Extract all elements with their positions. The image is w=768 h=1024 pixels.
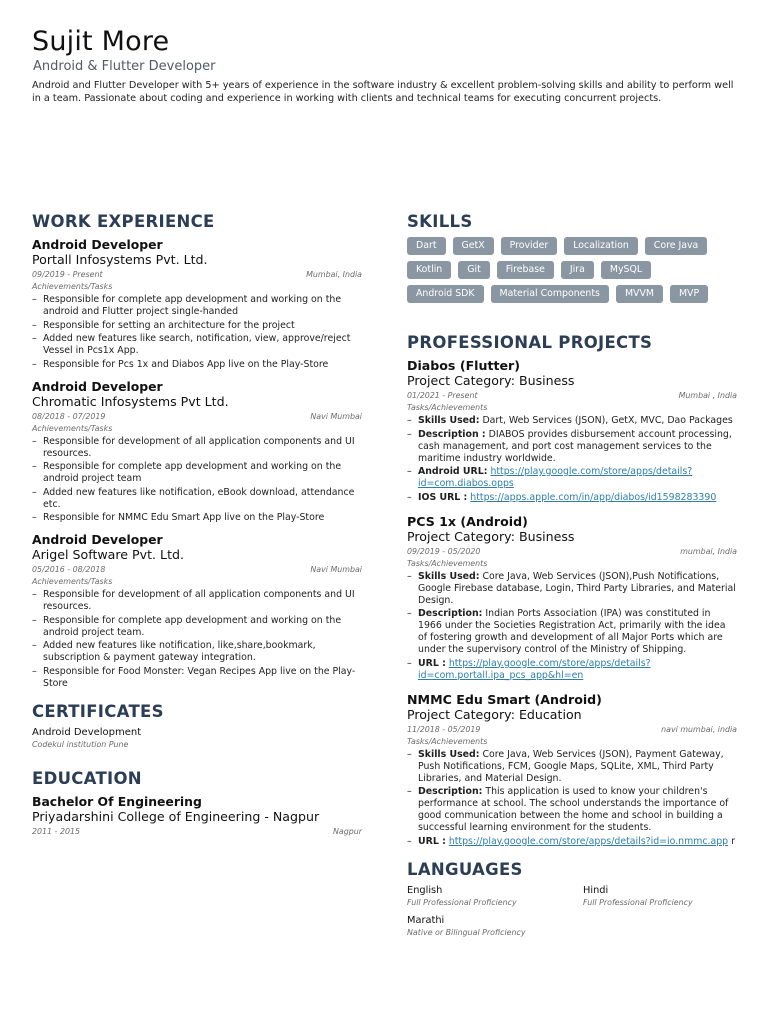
bullet-dash: – (407, 748, 412, 760)
bullet-dash: – (407, 491, 412, 503)
project-task-key: IOS URL : (418, 491, 468, 503)
summary-text: Android and Flutter Developer with 5+ years of experience in the software industry & excellent problem-solving skills and ability to perform well in a team. Passionate about coding and experience in working with clients and technical teams for executing concurrent projects. (32, 80, 734, 104)
bullet-dash: – (407, 570, 412, 582)
project-item (407, 514, 737, 682)
skills-heading: SKILLS (407, 212, 473, 231)
project-category: Project Category: Education (407, 706, 582, 722)
bullet-dash: – (32, 435, 37, 447)
project-list (407, 358, 737, 848)
project-task (407, 429, 737, 465)
job-company: Arigel Software Pvt. Ltd. (32, 547, 184, 562)
bullet-dash: – (407, 657, 412, 669)
job-task-text: Responsible for Food Monster: Vegan Recipes App live on the Play-Store (43, 665, 356, 689)
project-task-list (407, 415, 737, 504)
project-item (407, 358, 737, 504)
job-achievements-label: Achievements/Tasks (32, 577, 113, 586)
project-name: NMMC Edu Smart (Android) (407, 691, 602, 707)
job-task-text: Responsible for complete app development and working on the android project team (43, 461, 342, 484)
skill-chip: MySQL (601, 261, 651, 279)
certificate-issuer: Codekul institution Pune (32, 739, 129, 749)
job-task-text: Responsible for Pcs 1x and Diabos App live on the Play-Store (43, 358, 329, 370)
job-task-text: Responsible for setting an architecture for the project (43, 319, 295, 331)
job-meta (32, 269, 362, 281)
project-task (407, 492, 737, 504)
bullet-dash: – (32, 486, 37, 498)
job-task (32, 320, 362, 332)
skill-chip: Firebase (497, 261, 554, 279)
bullet-dash: – (407, 835, 412, 847)
languages-heading: LANGUAGES (407, 859, 523, 879)
job-dates: 09/2019 - Present (32, 270, 103, 279)
job-task (32, 333, 362, 357)
job-location: Navi Mumbai (310, 411, 362, 421)
project-location: mumbai, India (680, 546, 737, 556)
right-column (407, 212, 737, 939)
skill-chip: Localization (564, 237, 638, 255)
job-task (32, 512, 362, 524)
project-url-link[interactable]: https://play.google.com/store/apps/details?id=io.nmmc.app (448, 835, 729, 847)
education-heading: EDUCATION (32, 768, 142, 788)
project-item (407, 692, 737, 848)
job-location: Mumbai, India (306, 270, 362, 279)
project-dates: 01/2021 - Present (407, 391, 478, 400)
project-task-key: Android URL: (418, 466, 488, 477)
certificates-heading: CERTIFICATES (32, 701, 164, 721)
project-task (407, 608, 737, 656)
job-achievements-label: Achievements/Tasks (32, 423, 113, 433)
project-task-key: Description : (418, 428, 486, 440)
skill-chip: Jira (561, 261, 594, 279)
bullet-dash: – (32, 589, 37, 600)
language-name: Marathi (407, 914, 445, 926)
bullet-dash: – (407, 608, 412, 619)
job-meta (32, 411, 362, 423)
project-url-link[interactable]: https://play.google.com/store/apps/details?id=com.portall.ipa_pcs_app&hl=en (418, 657, 651, 681)
project-meta (407, 724, 737, 736)
project-task-list (407, 571, 737, 682)
certificate-item (32, 727, 362, 751)
job-dates: 05/2016 - 08/2018 (32, 565, 106, 574)
project-dates: 11/2018 - 05/2019 (407, 724, 481, 734)
project-task (407, 749, 737, 785)
bullet-dash: – (32, 512, 37, 523)
education-location: Nagpur (332, 826, 362, 836)
project-name: PCS 1x (Android) (407, 513, 528, 529)
job-dates: 08/2018 - 07/2019 (32, 411, 106, 421)
project-task (407, 658, 737, 682)
job-task-text: Responsible for complete app development and working on the android project team. (43, 614, 342, 638)
language-name: English (407, 884, 443, 896)
bullet-dash: – (32, 358, 37, 370)
bullet-dash: – (32, 294, 37, 305)
job-task (32, 666, 362, 690)
education-degree: Bachelor Of Engineering (32, 793, 202, 809)
bullet-dash: – (32, 640, 37, 651)
project-task (407, 466, 737, 490)
education-school: Priyadarshini College of Engineering - Nagpur (32, 808, 320, 824)
project-url-link[interactable]: https://play.google.com/store/apps/details?id=com.diabos.opps (418, 466, 693, 489)
job-task-text: Added new features like notification, like,share,bookmark, subscription & payment gateway integration. (43, 640, 316, 663)
bullet-dash: – (407, 428, 412, 440)
skill-chip: Git (458, 261, 490, 279)
bullet-dash: – (32, 614, 37, 626)
project-task-key: Skills Used: (418, 570, 480, 582)
project-meta (407, 390, 737, 402)
project-tasks-label: Tasks/Achievements (407, 736, 488, 746)
skill-chip: Kotlin (407, 261, 451, 279)
job-task (32, 294, 362, 318)
project-task-text: Indian Ports Association (IPA) was constituted in 1966 under the Societies Registration Act, primarily with the idea of fostering growth and development of all Major Ports which are under the supervisory control of the Ministry of Shipping. (418, 608, 726, 655)
job-list (32, 237, 362, 690)
job-item (32, 379, 362, 525)
bullet-dash: – (407, 415, 412, 426)
job-task (32, 461, 362, 485)
job-meta (32, 564, 362, 576)
job-task-list (32, 294, 362, 371)
project-task-text: Dart, Web Services (JSON), GetX, MVC, Dao Packages (479, 415, 733, 426)
project-name: Diabos (Flutter) (407, 358, 521, 373)
education-dates: 2011 - 2015 (32, 826, 81, 836)
project-meta (407, 546, 737, 558)
language-level: Full Professional Proficiency (407, 897, 517, 907)
job-task-text: Responsible for development of all application components and UI resources. (43, 435, 355, 459)
language-item (407, 885, 583, 909)
project-dates: 09/2019 - 05/2020 (407, 546, 481, 556)
job-task (32, 436, 362, 460)
left-column (32, 212, 362, 838)
job-task (32, 487, 362, 511)
job-role: Android Developer (32, 237, 163, 252)
project-location: navi mumbai, india (661, 724, 737, 734)
projects-heading: PROFESSIONAL PROJECTS (407, 333, 653, 352)
candidate-title: Android & Flutter Developer (33, 59, 216, 74)
project-location: Mumbai , India (678, 391, 737, 400)
project-task (407, 836, 737, 848)
project-task-key: Description: (418, 608, 483, 619)
job-task-list (32, 589, 362, 690)
bullet-dash: – (407, 786, 412, 797)
job-task (32, 615, 362, 639)
bullet-dash: – (32, 665, 37, 677)
project-task-text: This application is used to know your children's performance at school. The school understands the importance of good communication between the home and school in building a successful learning environment for the students. (418, 786, 729, 833)
skill-chip: Dart (407, 237, 446, 255)
job-task (32, 640, 362, 664)
job-task-list (32, 436, 362, 525)
project-task-key: Description: (418, 786, 483, 797)
skill-chip: Core Java (645, 237, 707, 255)
language-item (407, 915, 583, 939)
project-task-text: Core Java, Web Services (JSON),Push Notifications, Google Firebase database, Login, Third Party Libraries, and Material Design. (418, 570, 736, 606)
work-experience-heading: WORK EXPERIENCE (32, 212, 215, 231)
skill-chip: GetX (453, 237, 494, 255)
project-tasks-label: Tasks/Achievements (407, 558, 488, 568)
bullet-dash: – (32, 333, 37, 344)
language-item (583, 885, 733, 909)
job-location: Navi Mumbai (310, 565, 362, 574)
project-task-text: DIABOS provides disbursement account processing, cash management, and port cost management services to the maritime industry worldwide. (418, 428, 732, 464)
job-item (32, 532, 362, 690)
job-task (32, 589, 362, 613)
job-task-text: Responsible for complete app development and working on the android and Flutter project single-handed (43, 294, 342, 317)
bullet-dash: – (32, 461, 37, 472)
skill-chip: Material Components (491, 285, 609, 303)
job-task-text: Added new features like notification, eBook download, attendance etc. (43, 486, 355, 510)
job-task-text: Responsible for NMMC Edu Smart App live on the Play-Store (43, 512, 325, 523)
project-task-key: Skills Used: (418, 748, 480, 760)
education-item (32, 794, 362, 838)
skill-chip: Android SDK (407, 285, 484, 303)
certificate-title: Android Development (32, 726, 142, 738)
project-task-key: URL : (418, 835, 446, 847)
project-tasks-label: Tasks/Achievements (407, 403, 488, 412)
bullet-dash: – (407, 466, 412, 477)
job-task (32, 359, 362, 371)
job-role: Android Developer (32, 532, 163, 547)
project-task-list (407, 749, 737, 848)
project-category: Project Category: Business (407, 373, 575, 388)
project-task-key: Skills Used: (418, 415, 480, 426)
skills-list (407, 237, 727, 303)
language-name: Hindi (583, 884, 609, 896)
project-url-link[interactable]: https://apps.apple.com/in/app/diabos/id1598283390 (470, 491, 717, 503)
project-task (407, 786, 737, 834)
job-company: Portall Infosystems Pvt. Ltd. (32, 252, 208, 267)
project-category: Project Category: Business (407, 528, 575, 544)
job-achievements-label: Achievements/Tasks (32, 282, 113, 291)
project-task-tail: r (728, 835, 735, 847)
job-company: Chromatic Infosystems Pvt Ltd. (32, 393, 229, 409)
project-task (407, 415, 737, 427)
bullet-dash: – (32, 319, 37, 331)
job-role: Android Developer (32, 378, 163, 394)
project-task-key: URL : (418, 657, 446, 669)
skill-chip: MVP (670, 285, 708, 303)
skill-chip: Provider (501, 237, 558, 255)
education-meta (32, 826, 362, 838)
language-list (407, 885, 737, 939)
job-item (32, 237, 362, 371)
language-level: Full Professional Proficiency (583, 897, 693, 907)
language-level: Native or Bilingual Proficiency (407, 927, 526, 937)
project-task (407, 571, 737, 607)
project-task-text: Core Java, Web Services (JSON), Payment Gateway, Push Notifications, FCM, Google Maps, SQLite, XML, Third Party Libraries, and Material Design. (418, 748, 724, 784)
candidate-name: Sujit More (32, 26, 170, 57)
job-task-text: Responsible for development of all application components and UI resources. (43, 589, 355, 612)
skill-chip: MVVM (616, 285, 663, 303)
job-task-text: Added new features like search, notification, view, approve/reject Vessel in Pcs1x App. (43, 333, 351, 356)
